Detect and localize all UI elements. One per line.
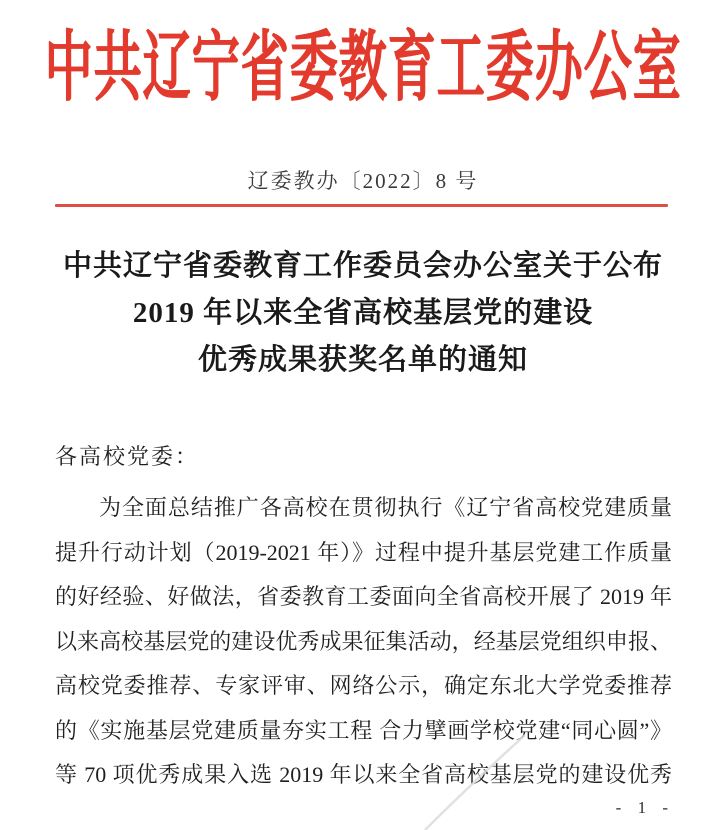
document-body	[55, 436, 672, 798]
document-title-line-3: 优秀成果获奖名单的通知	[197, 344, 528, 376]
body-line: 的好经验、好做法，省委教育工委面向全省高校开展了 2019 年	[55, 584, 672, 609]
body-line: 以来高校基层党的建设优秀成果征集活动，经基层党组织申报、	[55, 628, 672, 654]
masthead-container	[0, 10, 726, 110]
body-line: 高校党委推荐、专家评审、网络公示，确定东北大学党委推荐	[55, 673, 672, 698]
masthead-title: 中共辽宁省委教育工委办公室	[44, 25, 682, 111]
body-line: 为全面总结推广各高校在贯彻执行《辽宁省高校党建质量	[99, 495, 672, 520]
document-title	[28, 243, 698, 384]
document-number: 辽委教办〔2022〕8 号	[247, 169, 479, 193]
body-line: 提升行动计划（2019-2021 年）》过程中提升基层党建工作质量	[55, 539, 672, 565]
salutation: 各高校党委：	[55, 444, 200, 469]
page-number: - 1 -	[615, 798, 674, 817]
document-title-line-1: 中共辽宁省委教育工作委员会办公室关于公布	[62, 250, 663, 282]
body-line: 的《实施基层党建质量夯实工程 合力擘画学校党建“同心圆”》	[55, 717, 673, 743]
body-line: 等 70 项优秀成果入选 2019 年以来全省高校基层党的建设优秀	[55, 762, 672, 787]
document-title-line-2: 2019 年以来全省高校基层党的建设	[132, 297, 594, 329]
red-divider-rule	[55, 204, 668, 207]
